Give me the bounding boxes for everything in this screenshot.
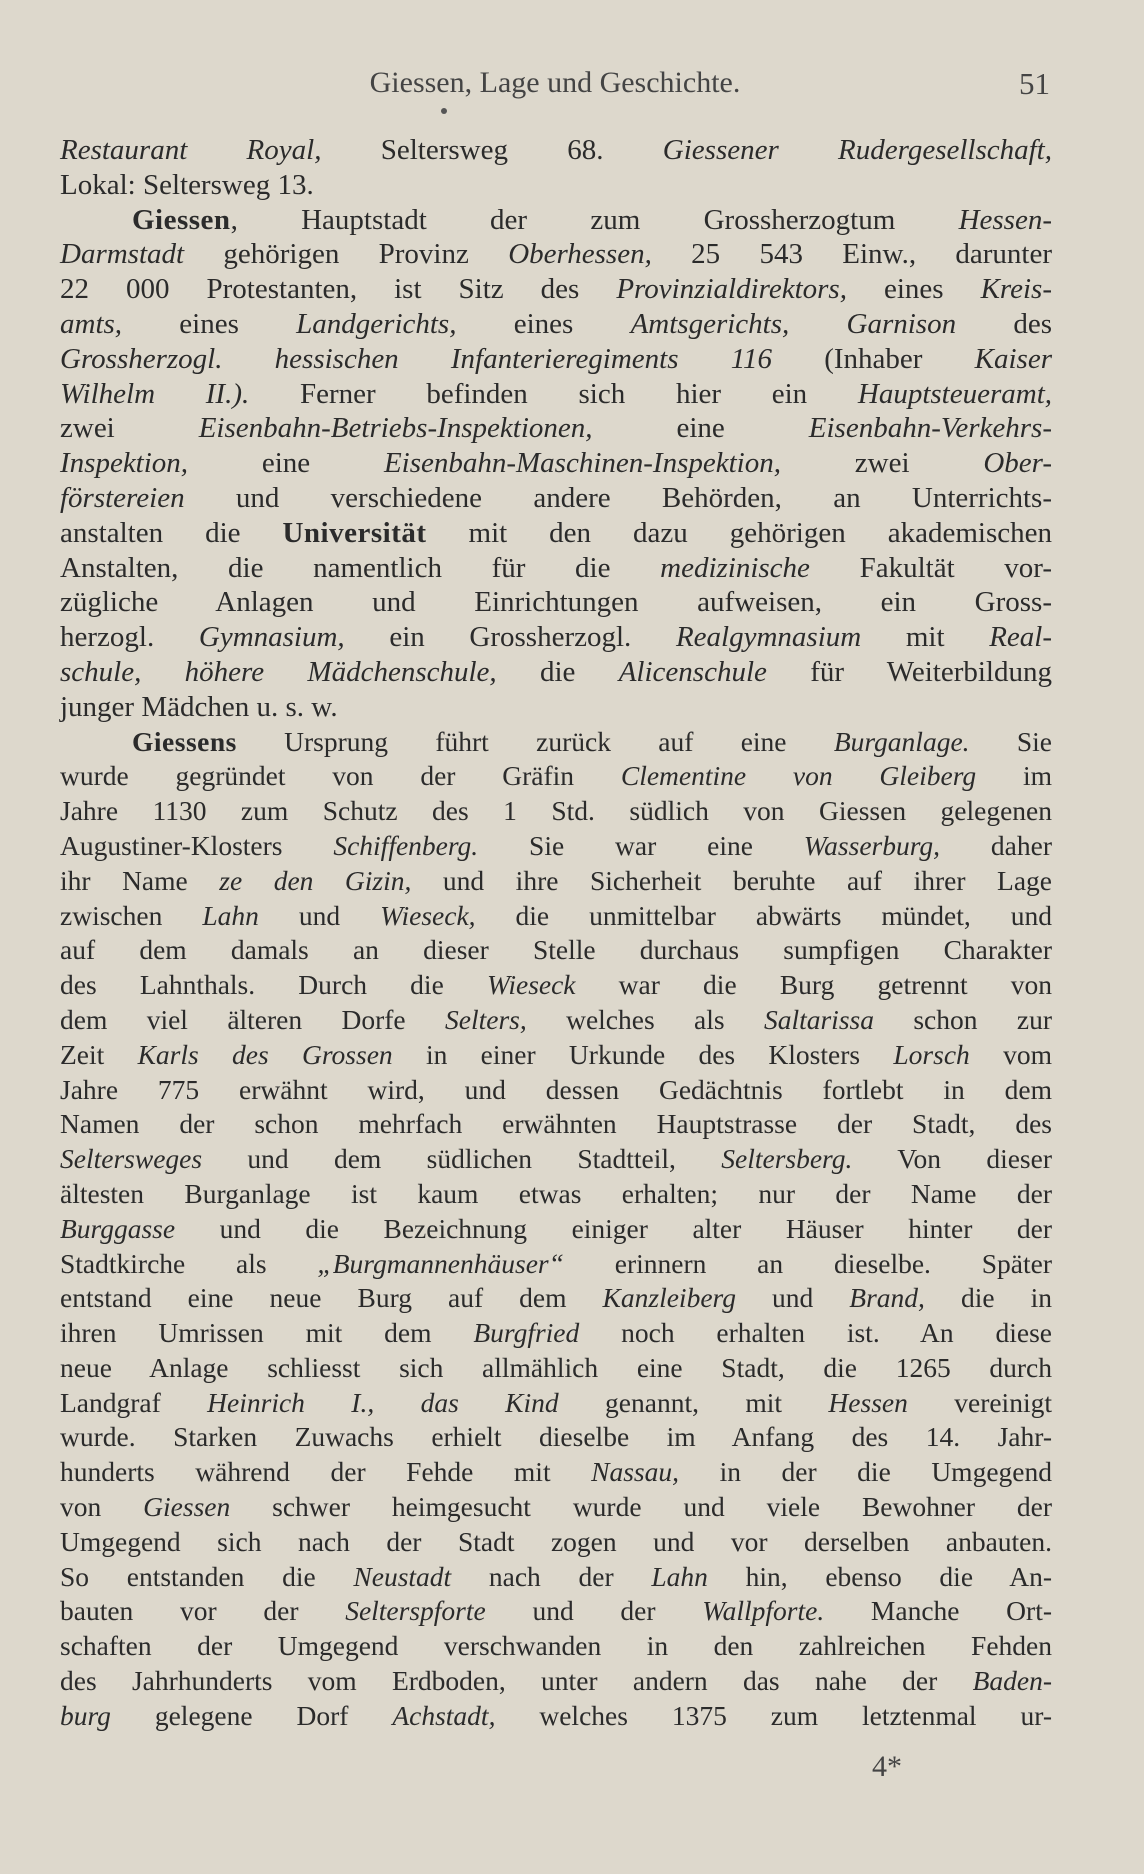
text-line: amts, eines Landgerichts, eines Amtsgerichts, Garnison des xyxy=(60,307,1053,340)
paragraph-city-description xyxy=(60,203,1052,725)
text-line: burg gelegene Dorf Achstadt, welches 1375 zum letztenmal ur- xyxy=(60,1699,1052,1731)
paragraph-restaurants xyxy=(60,133,1052,203)
ornament-dot xyxy=(441,108,447,114)
text-line: des Jahrhunderts vom Erdboden, unter andern das nahe der Baden- xyxy=(60,1665,1052,1697)
text-line: ältesten Burganlage ist kaum etwas erhalten; nur der Name der xyxy=(60,1177,1052,1209)
text-line: des Lahnthals. Durch die Wieseck war die Burg getrennt von xyxy=(60,969,1052,1001)
body-text xyxy=(60,133,1052,1734)
text-line: Darmstadt gehörigen Provinz Oberhessen, 25 543 Einw., darunter xyxy=(60,238,1053,271)
text-line: Giessens Ursprung führt zurück auf eine Burganlage. Sie xyxy=(132,725,1052,757)
text-line: förstereien und verschiedene andere Behörden, an Unterrichts- xyxy=(60,481,1052,514)
text-line: Stadtkirche als „Burgmannenhäuser“ erinnern an dieselbe. Später xyxy=(60,1247,1052,1279)
text-line: entstand eine neue Burg auf dem Kanzleiberg und Brand, die in xyxy=(60,1282,1052,1314)
page-number: 51 xyxy=(1019,66,1050,101)
text-line: 22 000 Protestanten, ist Sitz des Provinzialdirektors, eines Kreis- xyxy=(60,273,1053,306)
text-line: Augustiner-Klosters Schiffenberg. Sie war eine Wasserburg, daher xyxy=(60,829,1052,861)
text-line: zwei Eisenbahn-Betriebs-Inspektionen, eine Eisenbahn-Verkehrs- xyxy=(60,412,1052,445)
text-line: dem viel älteren Dorfe Selters, welches als Saltarissa schon zur xyxy=(60,1003,1052,1035)
text-line: von Giessen schwer heimgesucht wurde und viele Bewohner der xyxy=(60,1491,1052,1523)
text-line: Grossherzogl. hessischen Infanterieregiments 116 (Inhaber Kaiser xyxy=(60,342,1052,375)
text-line: schaften der Umgegend verschwanden in den zahlreichen Fehden xyxy=(60,1630,1052,1662)
text-line: anstalten die Universität mit den dazu gehörigen akademischen xyxy=(60,516,1052,549)
text-line: Landgraf Heinrich I., das Kind genannt, mit Hessen vereinigt xyxy=(60,1386,1052,1418)
text-line: Burggasse und die Bezeichnung einiger alter Häuser hinter der xyxy=(60,1212,1052,1244)
running-header xyxy=(60,62,1050,104)
text-line: So entstanden die Neustadt nach der Lahn hin, ebenso die An- xyxy=(60,1560,1052,1592)
text-line: ihr Name ze den Gizin, und ihre Sicherheit beruhte auf ihrer Lage xyxy=(60,864,1052,896)
text-line: Lokal: Seltersweg 13. xyxy=(60,168,314,201)
text-line: wurde. Starken Zuwachs erhielt dieselbe im Anfang des 14. Jahr- xyxy=(60,1421,1052,1453)
text-line: Jahre 1130 zum Schutz des 1 Std. südlich von Giessen gelegenen xyxy=(60,795,1052,827)
text-line: herzogl. Gymnasium, ein Grossherzogl. Realgymnasium mit Real- xyxy=(60,621,1052,654)
running-title: Giessen, Lage und Geschichte. xyxy=(369,66,741,99)
text-line: Anstalten, die namentlich für die medizinische Fakultät vor- xyxy=(60,551,1052,584)
text-line: auf dem damals an dieser Stelle durchaus sumpfigen Charakter xyxy=(60,934,1052,966)
text-line: Inspektion, eine Eisenbahn-Maschinen-Inspektion, zwei Ober- xyxy=(60,447,1052,480)
text-line: bauten vor der Selterspforte und der Wallpforte. Manche Ort- xyxy=(60,1595,1052,1627)
text-line: Zeit Karls des Grossen in einer Urkunde des Klosters Lorsch vom xyxy=(60,1038,1052,1070)
text-line: Restaurant Royal, Seltersweg 68. Giessener Rudergesellschaft, xyxy=(60,134,1052,166)
text-line: ihren Umrissen mit dem Burgfried noch erhalten ist. An diese xyxy=(60,1317,1052,1349)
text-line: junger Mädchen u. s. w. xyxy=(60,690,338,723)
signature-mark: 4* xyxy=(872,1750,902,1783)
text-line: zügliche Anlagen und Einrichtungen aufweisen, ein Gross- xyxy=(60,586,1052,619)
text-line: Jahre 775 erwähnt wird, und dessen Gedächtnis fortlebt in dem xyxy=(60,1073,1052,1105)
text-line: Wilhelm II.). Ferner befinden sich hier ein Hauptsteueramt, xyxy=(60,377,1053,410)
text-line: hunderts während der Fehde mit Nassau, in der die Umgegend xyxy=(60,1456,1052,1488)
text-line: schule, höhere Mädchenschule, die Alicenschule für Weiterbildung xyxy=(60,655,1052,688)
text-line: wurde gegründet von der Gräfin Clementine von Gleiberg im xyxy=(60,760,1052,792)
text-line: Seltersweges und dem südlichen Stadtteil, Seltersberg. Von dieser xyxy=(60,1143,1052,1175)
text-line: zwischen Lahn und Wieseck, die unmittelbar abwärts mündet, und xyxy=(60,899,1052,931)
paragraph-history xyxy=(60,725,1052,1734)
text-line: Giessen, Hauptstadt der zum Grossherzogtum Hessen- xyxy=(132,203,1052,236)
text-line: neue Anlage schliesst sich allmählich eine Stadt, die 1265 durch xyxy=(60,1351,1052,1383)
text-line: Umgegend sich nach der Stadt zogen und vor derselben anbauten. xyxy=(60,1525,1052,1557)
text-line: Namen der schon mehrfach erwähnten Hauptstrasse der Stadt, des xyxy=(60,1108,1052,1140)
